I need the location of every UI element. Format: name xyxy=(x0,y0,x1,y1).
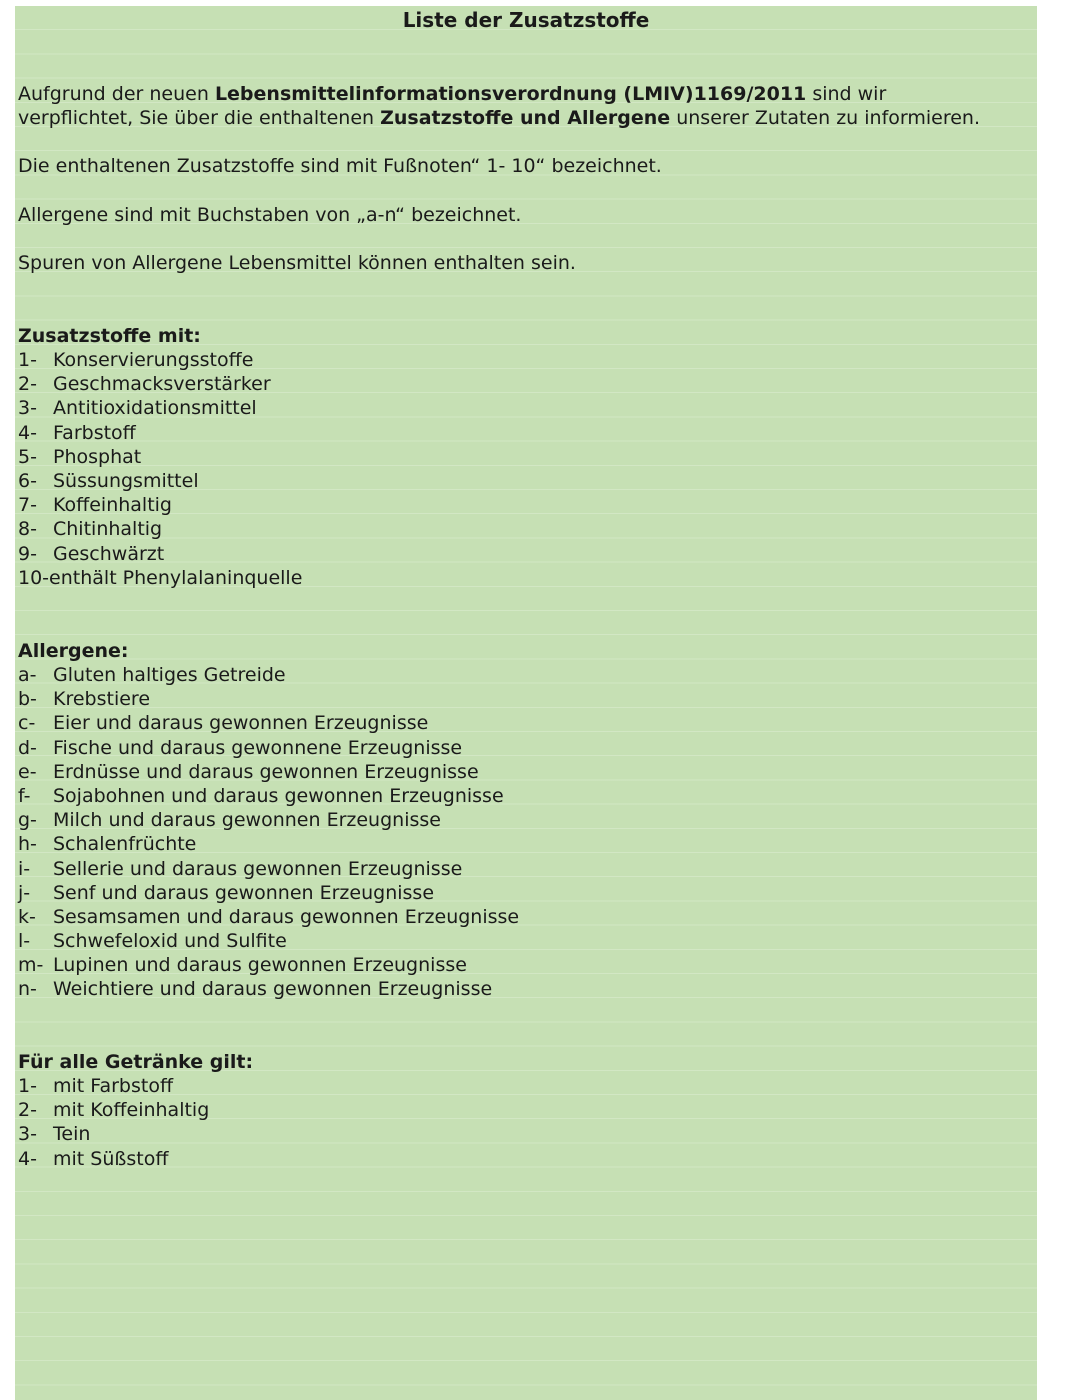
item-text: Konservierungsstoffe xyxy=(53,349,254,371)
item-text: Lupinen und daraus gewonnen Erzeugnisse xyxy=(53,954,467,977)
item-key: n- xyxy=(18,978,37,1001)
allergens-heading: Allergene: xyxy=(18,640,129,662)
list-item xyxy=(18,711,519,735)
item-text: Geschwärzt xyxy=(53,542,165,565)
item-key: 3- xyxy=(18,1123,37,1146)
item-key: 4- xyxy=(18,421,37,444)
item-text: Tein xyxy=(53,1123,91,1146)
item-text: Antitioxidationsmittel xyxy=(53,397,257,420)
item-text: Geschmacksverstärker xyxy=(53,373,271,396)
item-text: Schwefeloxid und Sulfite xyxy=(53,930,287,953)
item-key: c- xyxy=(18,712,36,735)
item-key: 4- xyxy=(18,1147,37,1170)
list-item xyxy=(18,881,519,905)
item-key: 2- xyxy=(18,1099,37,1122)
item-key: 6- xyxy=(18,469,37,492)
list-item xyxy=(18,832,519,856)
item-text: Farbstoff xyxy=(53,421,136,444)
allergens-list xyxy=(18,663,519,1002)
list-item xyxy=(18,736,519,760)
item-text: Schalenfrüchte xyxy=(53,833,197,856)
item-text: Chitinhaltig xyxy=(53,518,163,541)
item-key: 10- xyxy=(18,566,50,589)
list-item xyxy=(18,1122,209,1146)
list-item xyxy=(18,1147,209,1171)
list-item xyxy=(18,977,519,1001)
note-footnotes: Die enthaltenen Zusatzstoffe sind mit Fußnoten“ 1- 10“ bezeichnet. xyxy=(18,155,662,177)
list-item xyxy=(18,469,302,493)
document-sheet xyxy=(15,6,1037,1400)
item-text: Senf und daraus gewonnen Erzeugnisse xyxy=(53,881,435,904)
item-key: 2- xyxy=(18,373,37,396)
item-key: 5- xyxy=(18,445,37,468)
list-item xyxy=(18,808,519,832)
item-key: g- xyxy=(18,809,37,832)
item-key: 1- xyxy=(18,349,37,371)
additives-list xyxy=(18,348,302,590)
note-allergen-letters: Allergene sind mit Buchstaben von „a-n“ bezeichnet. xyxy=(18,204,522,226)
item-text: Milch und daraus gewonnen Erzeugnisse xyxy=(53,809,441,832)
drinks-list xyxy=(18,1074,209,1171)
intro-text: unserer Zutaten zu informieren. xyxy=(670,107,980,129)
list-item xyxy=(18,760,519,784)
item-key: f- xyxy=(18,784,31,807)
item-text: Krebstiere xyxy=(53,688,151,711)
additives-heading: Zusatzstoffe mit: xyxy=(18,325,201,347)
regulation-name: Lebensmittelinformationsverordnung (LMIV)1169/2011 xyxy=(214,83,807,105)
item-text: Sesamsamen und daraus gewonnen Erzeugnisse xyxy=(53,905,520,928)
list-item xyxy=(18,1098,209,1122)
list-item xyxy=(18,517,302,541)
item-key: k- xyxy=(18,905,36,928)
item-key: d- xyxy=(18,736,37,759)
list-item xyxy=(18,445,302,469)
item-text: Eier und daraus gewonnen Erzeugnisse xyxy=(53,712,429,735)
item-key: 3- xyxy=(18,397,37,420)
item-text: enthält Phenylalaninquelle xyxy=(49,566,303,589)
list-item xyxy=(18,348,302,372)
item-text: Sojabohnen und daraus gewonnen Erzeugnisse xyxy=(53,784,504,807)
item-text: Sellerie und daraus gewonnen Erzeugnisse xyxy=(53,857,463,880)
item-text: Koffeinhaltig xyxy=(53,494,172,517)
list-item xyxy=(18,1074,209,1098)
intro-highlight: Zusatzstoffe und Allergene xyxy=(380,107,671,129)
item-key: l- xyxy=(18,930,31,953)
list-item xyxy=(18,687,519,711)
list-item xyxy=(18,663,519,687)
intro-text: sind wir xyxy=(806,83,887,105)
item-key: 8- xyxy=(18,518,37,541)
item-key: h- xyxy=(18,833,37,856)
list-item xyxy=(18,493,302,517)
list-item xyxy=(18,372,302,396)
intro-text: Aufgrund der neuen xyxy=(18,83,215,105)
item-text: Erdnüsse und daraus gewonnen Erzeugnisse xyxy=(53,760,479,783)
page-title: Liste der Zusatzstoffe xyxy=(402,8,650,32)
item-text: Süssungsmittel xyxy=(53,469,199,492)
list-item xyxy=(18,857,519,881)
item-key: i- xyxy=(18,857,31,880)
item-key: m- xyxy=(18,954,44,977)
item-text: mit Koffeinhaltig xyxy=(53,1099,210,1122)
item-text: Gluten haltiges Getreide xyxy=(53,664,286,686)
item-text: Weichtiere und daraus gewonnen Erzeugnisse xyxy=(53,978,493,1001)
item-key: 9- xyxy=(18,542,37,565)
item-text: Fische und daraus gewonnene Erzeugnisse xyxy=(53,736,463,759)
item-text: mit Süßstoff xyxy=(53,1147,169,1170)
list-item xyxy=(18,929,519,953)
list-item xyxy=(18,421,302,445)
intro-text: verpflichtet, Sie über die enthaltenen xyxy=(18,107,381,129)
item-text: mit Farbstoff xyxy=(53,1075,174,1097)
item-key: 1- xyxy=(18,1075,37,1097)
drinks-heading: Für alle Getränke gilt: xyxy=(18,1051,254,1073)
item-key: 7- xyxy=(18,494,37,517)
note-traces: Spuren von Allergene Lebensmittel können enthalten sein. xyxy=(18,252,576,274)
list-item xyxy=(18,905,519,929)
intro-line-2 xyxy=(18,106,980,130)
intro-line-1 xyxy=(18,82,886,106)
item-key: j- xyxy=(18,881,31,904)
item-text: Phosphat xyxy=(53,445,142,468)
item-key: a- xyxy=(18,664,37,686)
list-item xyxy=(18,396,302,420)
item-key: e- xyxy=(18,760,37,783)
list-item xyxy=(18,542,302,566)
list-item xyxy=(18,784,519,808)
list-item xyxy=(18,566,302,590)
item-key: b- xyxy=(18,688,37,711)
list-item xyxy=(18,953,519,977)
